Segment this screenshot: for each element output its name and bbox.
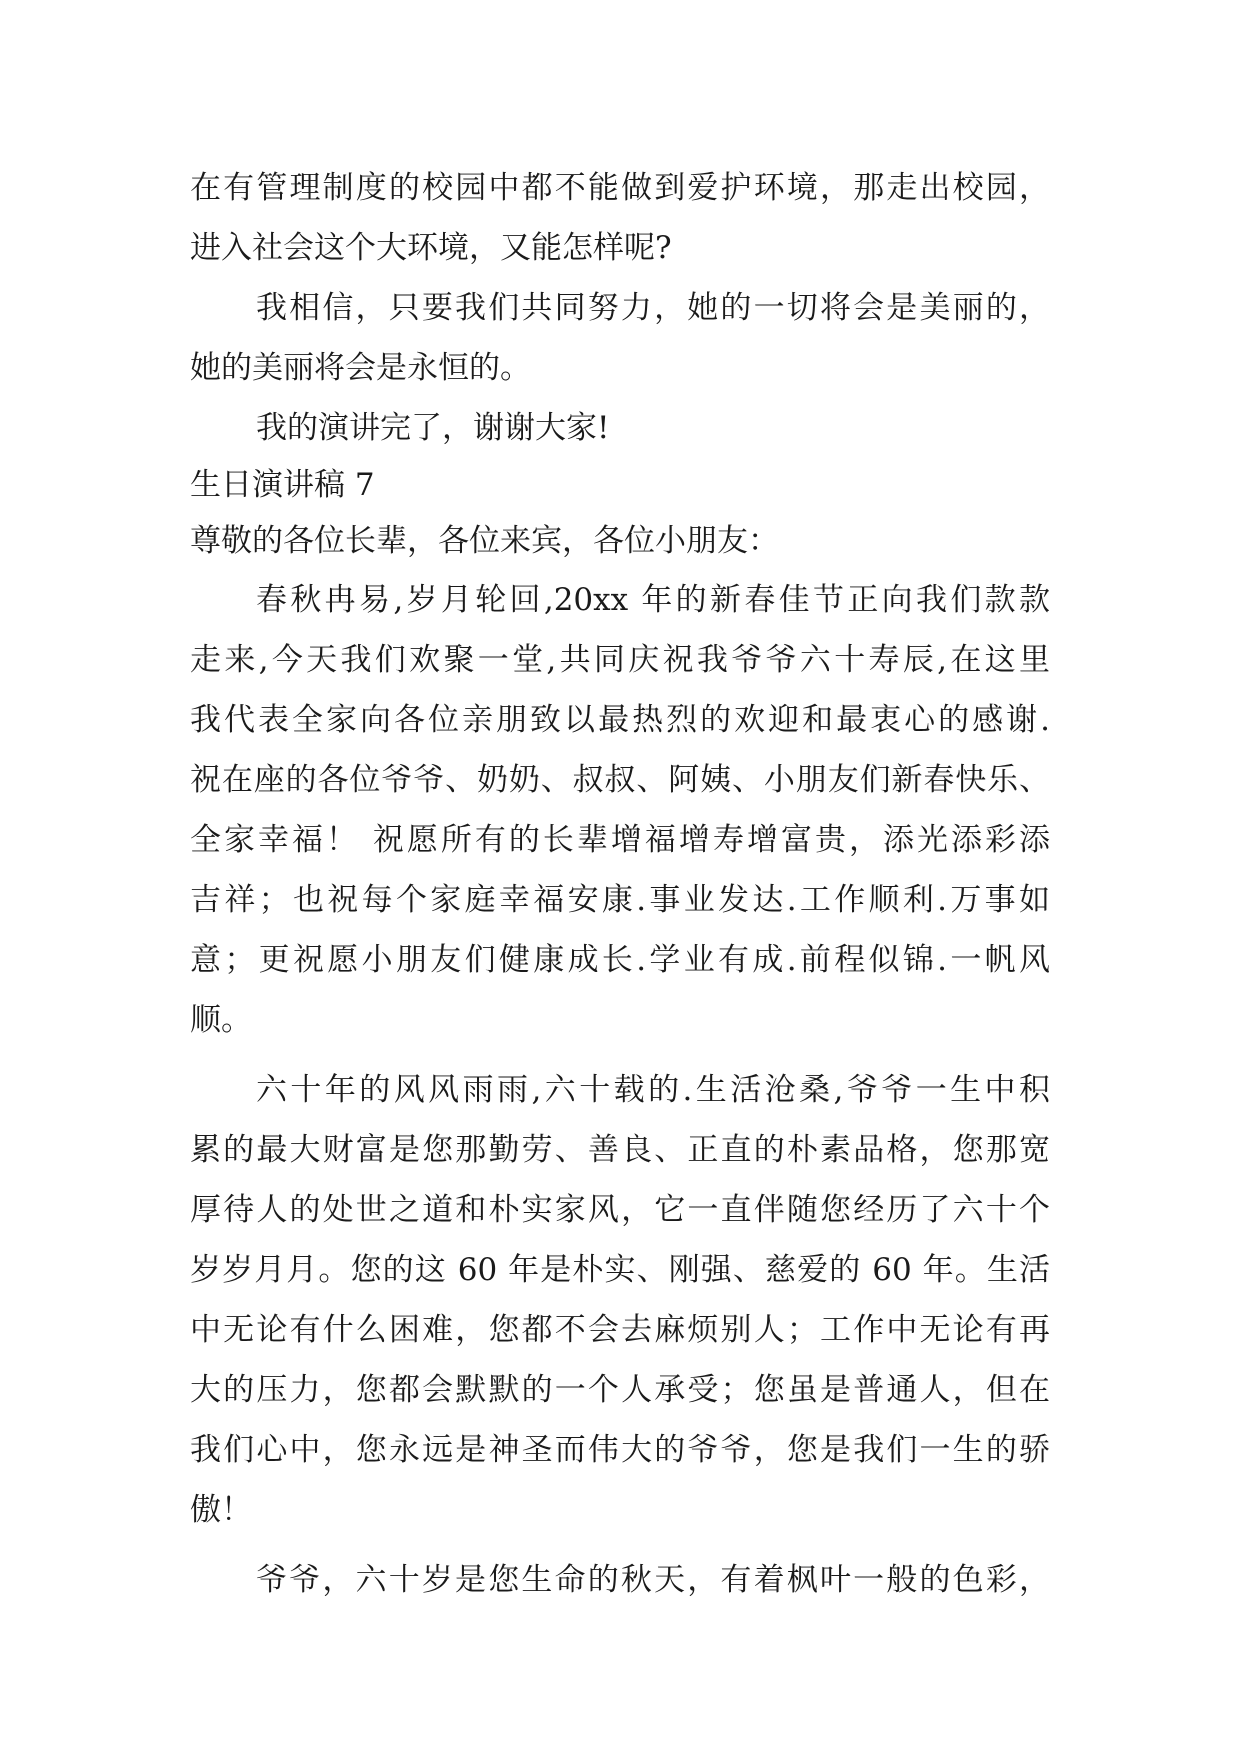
text-line: 爷爷，六十岁是您生命的秋天，有着枫叶一般的色彩，: [256, 1562, 1050, 1598]
text-line: 全家幸福！ 祝愿所有的长辈增福增寿增富贵，添光添彩添: [190, 822, 1050, 858]
text-line: 我相信，只要我们共同努力，她的一切将会是美丽的，: [256, 290, 1050, 326]
text-line: 我的演讲完了，谢谢大家!: [256, 410, 610, 446]
text-line: 意；更祝愿小朋友们健康成长.学业有成.前程似锦.一帆风: [190, 942, 1050, 978]
text-line: 走来,今天我们欢聚一堂,共同庆祝我爷爷六十寿辰,在这里: [190, 642, 1050, 678]
text-line: 进入社会这个大环境，又能怎样呢?: [190, 230, 672, 266]
text-column: [190, 158, 1050, 1610]
text-line: 吉祥；也祝每个家庭幸福安康.事业发达.工作顺利.万事如: [190, 882, 1050, 918]
text-line: 傲！: [190, 1492, 252, 1528]
text-line: 她的美丽将会是永恒的。: [190, 350, 531, 386]
section-title: 生日演讲稿 7: [190, 467, 375, 503]
text-line: 累的最大财富是您那勤劳、善良、正直的朴素品格，您那宽: [190, 1132, 1050, 1168]
text-line: 在有管理制度的校园中都不能做到爱护环境，那走出校园，: [190, 170, 1050, 206]
paragraph-gap: [190, 1050, 1050, 1060]
text-line: 厚待人的处世之道和朴实家风，它一直伴随您经历了六十个: [190, 1192, 1050, 1228]
text-line: 我们心中，您永远是神圣而伟大的爷爷，您是我们一生的骄: [190, 1432, 1050, 1468]
text-line: 中无论有什么困难，您都不会去麻烦别人；工作中无论有再: [190, 1312, 1050, 1348]
paragraph-gap: [190, 1540, 1050, 1550]
text-line: 春秋冉易,岁月轮回,20xx 年的新春佳节正向我们款款: [256, 582, 1050, 618]
text-line: 六十年的风风雨雨,六十载的.生活沧桑,爷爷一生中积: [256, 1072, 1050, 1108]
salutation: 尊敬的各位长辈，各位来宾，各位小朋友：: [190, 523, 779, 559]
text-line: 顺。: [190, 1002, 252, 1038]
text-line: 我代表全家向各位亲朋致以最热烈的欢迎和最衷心的感谢.: [190, 702, 1050, 738]
text-line: 岁岁月月。您的这 60 年是朴实、刚强、慈爱的 60 年。生活: [190, 1252, 1050, 1288]
text-line: 祝在座的各位爷爷、奶奶、叔叔、阿姨、小朋友们新春快乐、: [190, 762, 1050, 798]
text-line: 大的压力，您都会默默的一个人承受；您虽是普通人，但在: [190, 1372, 1050, 1408]
